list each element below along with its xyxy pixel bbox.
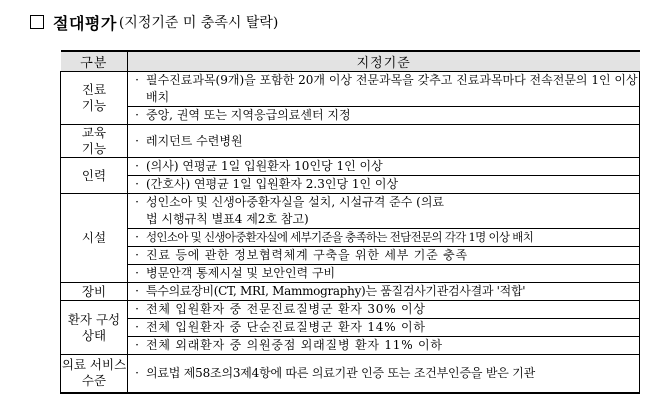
category-cell bbox=[61, 301, 128, 355]
category-label: 기능 bbox=[81, 141, 107, 156]
bullet-mark: · bbox=[135, 248, 139, 262]
category-label: 시설 bbox=[81, 230, 107, 245]
criteria-item bbox=[128, 194, 640, 229]
criteria-text: 전체 외래환자 중 의원중점 외래질병 환자 11% 이하 bbox=[146, 338, 443, 352]
table-row bbox=[61, 72, 640, 107]
bullet-mark: · bbox=[135, 266, 139, 280]
criteria-table bbox=[60, 50, 640, 394]
criteria-text: 중앙, 권역 또는 지역응급의료센터 지정 bbox=[146, 108, 351, 122]
criteria-text: 성인소아 및 신생아중환자실에 세부기준을 충족하는 전담전문의 각각 1명 이상 배치 bbox=[146, 230, 534, 244]
category-label: 의료 서비스 bbox=[61, 357, 127, 373]
table-row bbox=[61, 283, 640, 301]
bullet-mark: · bbox=[135, 320, 139, 334]
table-row bbox=[61, 107, 640, 125]
criteria-text: 의료법 제58조의3제4항에 따른 의료기관 인증 또는 조건부인증을 받은 기관 bbox=[146, 365, 536, 380]
criteria-text: 병문안객 통제시설 및 보안인력 구비 bbox=[146, 266, 336, 280]
criteria-text: 전체 입원환자 중 단순진료질병군 환자 14% 이하 bbox=[146, 320, 426, 334]
criteria-text: 특수의료장비(CT, MRI, Mammography)는 품질검사기관검사결과 '적합' bbox=[146, 284, 526, 298]
bullet-mark: · bbox=[135, 133, 139, 148]
criteria-text: 성인소아 및 신생아중환자실을 설치, 시설규격 준수 (의료법 시행규칙 별표4 제2호 참고) bbox=[146, 195, 445, 226]
category-cell bbox=[61, 72, 128, 125]
category-label: 상태 bbox=[81, 327, 107, 343]
category-cell bbox=[61, 194, 128, 283]
criteria-item bbox=[128, 283, 640, 301]
criteria-item bbox=[128, 229, 640, 247]
criteria-item bbox=[128, 337, 640, 355]
criteria-item bbox=[128, 176, 640, 194]
category-label: 수준 bbox=[81, 373, 107, 389]
criteria-item bbox=[128, 247, 640, 265]
bullet-mark: · bbox=[135, 284, 139, 298]
category-cell bbox=[61, 125, 128, 158]
criteria-item bbox=[128, 355, 640, 393]
section-title bbox=[30, 10, 278, 34]
category-label: 기능 bbox=[81, 98, 107, 113]
table-row bbox=[61, 265, 640, 283]
bullet-mark: · bbox=[135, 73, 139, 87]
table-row bbox=[61, 125, 640, 158]
criteria-item bbox=[128, 319, 640, 337]
header-criteria: 지정기준 bbox=[128, 51, 640, 72]
bullet-mark: · bbox=[135, 195, 139, 209]
criteria-text: 전체 입원환자 중 전문진료질병군 환자 30% 이상 bbox=[146, 302, 426, 316]
criteria-item bbox=[128, 158, 640, 176]
bullet-mark: · bbox=[135, 338, 139, 352]
category-label: 장비 bbox=[81, 283, 107, 299]
table-row bbox=[61, 229, 640, 247]
section-title-main: 절대평가 bbox=[53, 13, 117, 33]
table-row bbox=[61, 158, 640, 176]
category-cell bbox=[61, 158, 128, 194]
header-category: 구분 bbox=[61, 51, 128, 72]
criteria-text: (의사) 연평균 1일 입원환자 10인당 1인 이상 bbox=[146, 159, 383, 173]
criteria-text: 레지던트 수련병원 bbox=[146, 133, 243, 148]
bullet-mark: · bbox=[135, 302, 139, 316]
checkbox-square-icon bbox=[30, 15, 44, 29]
criteria-item bbox=[128, 107, 640, 125]
criteria-item bbox=[128, 125, 640, 158]
table-row bbox=[61, 176, 640, 194]
category-label: 환자 구성 bbox=[67, 311, 121, 327]
criteria-text: 필수진료과목(9개)을 포함한 20개 이상 전문과목을 갖추고 진료과목마다 전속전문의 1인 이상 배치 bbox=[146, 73, 638, 104]
bullet-mark: · bbox=[135, 159, 139, 173]
table-row bbox=[61, 194, 640, 229]
criteria-item bbox=[128, 265, 640, 283]
section-title-subtitle: (지정기준 미 충족시 탈락) bbox=[118, 15, 279, 31]
category-label: 인력 bbox=[81, 167, 107, 183]
criteria-text: (간호사) 연평균 1일 입원환자 2.3인당 1인 이상 bbox=[146, 177, 399, 191]
table-row bbox=[61, 337, 640, 355]
bullet-mark: · bbox=[135, 365, 139, 380]
bullet-mark: · bbox=[135, 230, 139, 244]
bullet-mark: · bbox=[135, 108, 139, 122]
table-row bbox=[61, 355, 640, 393]
category-cell bbox=[61, 355, 128, 393]
criteria-item bbox=[128, 72, 640, 107]
table-row bbox=[61, 247, 640, 265]
criteria-item bbox=[128, 301, 640, 319]
table-row bbox=[61, 319, 640, 337]
header-row bbox=[61, 51, 640, 72]
criteria-text: 진료 등에 관한 정보협력체계 구축을 위한 세부 기준 충족 bbox=[146, 248, 468, 262]
bullet-mark: · bbox=[135, 177, 139, 191]
table-row bbox=[61, 301, 640, 319]
category-label: 교육 bbox=[81, 125, 107, 140]
category-label: 진료 bbox=[81, 82, 107, 97]
category-cell bbox=[61, 283, 128, 301]
